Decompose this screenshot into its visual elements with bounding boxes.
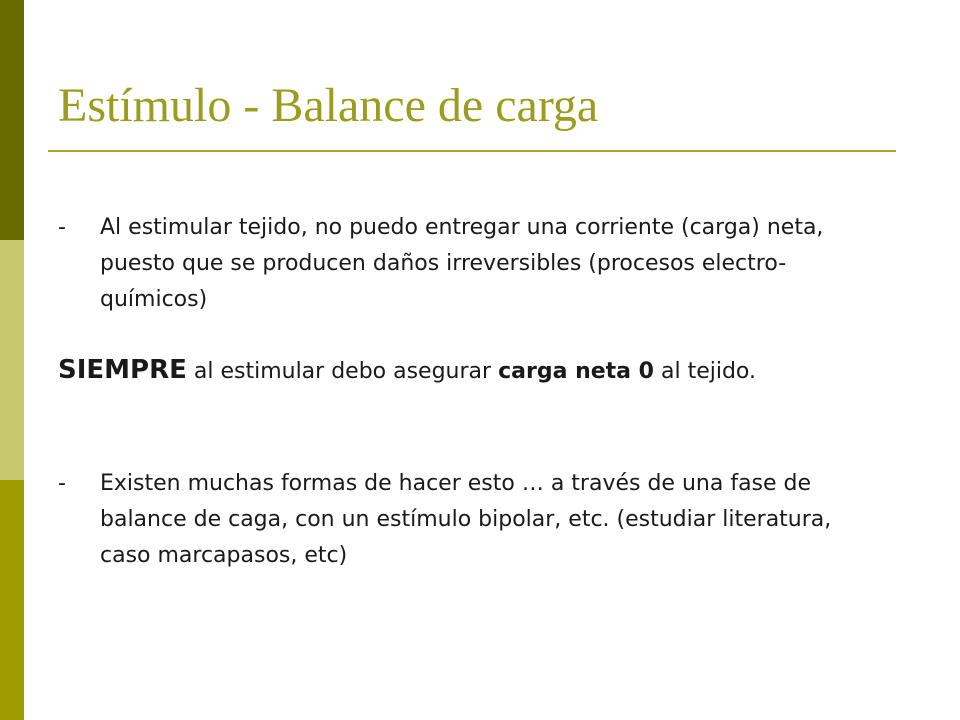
statement-part-2: al tejido. [653,359,756,384]
side-bar-middle [0,240,24,480]
slide-title: Estímulo - Balance de carga [58,79,599,132]
side-bar-top [0,0,24,240]
side-bar-bottom [0,480,24,720]
bullet-marker: - [58,215,66,240]
bullet-item-1 [58,210,888,318]
statement-bold: carga neta 0 [498,359,654,384]
bullet-text-1: Al estimular tejido, no puedo entregar una corriente (carga) neta, puesto que se producen daños irreversibles (procesos electro-químicos) [100,215,824,312]
statement-part-1: al estimular debo asegurar [186,359,499,384]
statement-emphasis: SIEMPRE [58,355,187,385]
bullet-item-2 [58,466,888,574]
bullet-text-2: Existen muchas formas de hacer esto … a través de una fase de balance de caga, con un estímulo bipolar, etc. (estudiar literatura, caso marcapasos, etc) [100,471,832,568]
key-statement [58,352,888,390]
title-underline [48,150,896,152]
bullet-marker: - [58,471,66,496]
